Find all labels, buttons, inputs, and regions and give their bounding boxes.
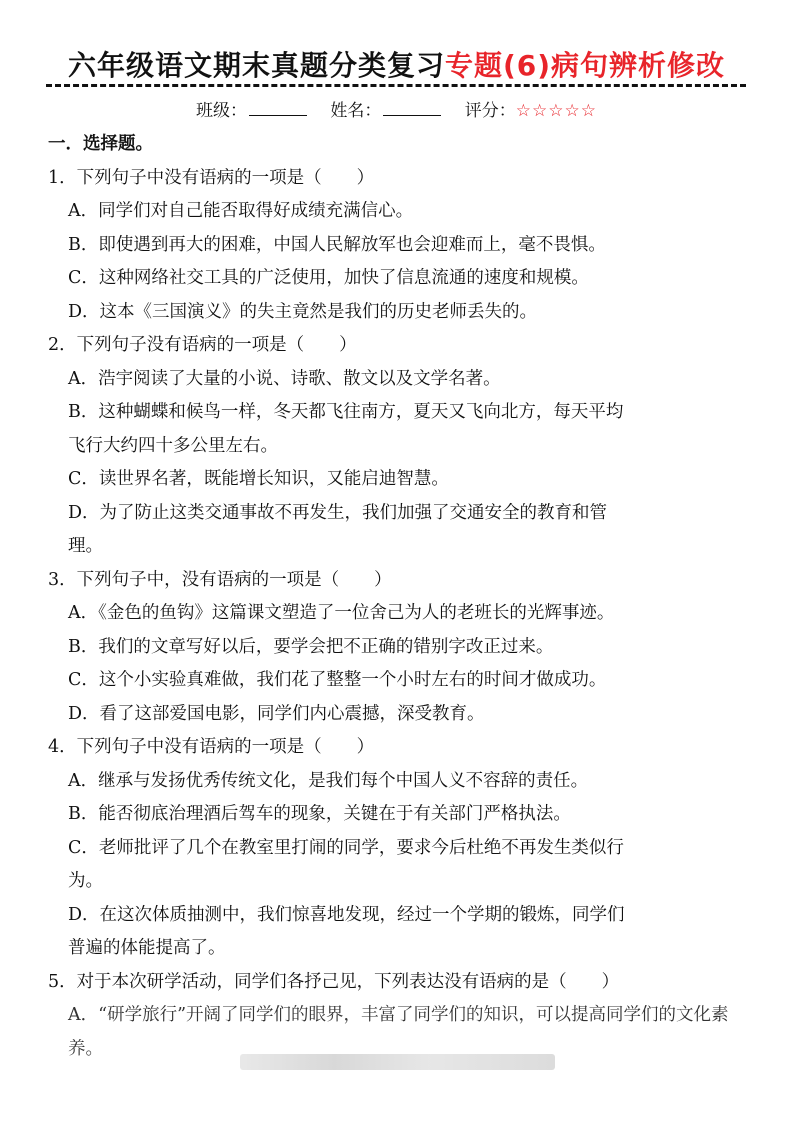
- score-label: 评分：: [464, 101, 516, 121]
- q2-option-c: C．读世界名著，既能增长知识，又能启迪智慧。: [68, 469, 449, 489]
- q3-option-b: B．我们的文章写好以后，要学会把不正确的错别字改正过来。: [68, 636, 554, 657]
- title-main: 六年级语文期末真题分类复习: [67, 49, 445, 82]
- blurred-watermark: [240, 1054, 555, 1070]
- q1-option-c: C．这种网络社交工具的广泛使用，加快了信息流通的速度和规模。: [68, 268, 589, 288]
- title-topic: 专题(6)病句辨析修改: [444, 49, 726, 82]
- q4-option-d-cont: 普遍的体能提高了。: [68, 938, 226, 958]
- name-blank: [383, 101, 441, 116]
- q5-option-a-cutoff: [48, 999, 748, 1059]
- q3-option-d: D．看了这部爱国电影，同学们内心震撼，深受教育。: [68, 703, 485, 724]
- q1-option-b: B．即使遇到再大的困难，中国人民解放军也会迎难而上，毫不畏惧。: [68, 234, 606, 255]
- q2-option-d: D．为了防止这类交通事故不再发生，我们加强了交通安全的教育和管: [68, 502, 608, 523]
- q4-option-c-cont: 为。: [68, 871, 103, 891]
- q3-option-c: C．这个小实验真难做，我们花了整整一个小时左右的时间才做成功。: [68, 670, 607, 690]
- question-3-stem: 3．下列句子中，没有语病的一项是（ ）: [48, 569, 392, 590]
- question-1-stem: 1．下列句子中没有语病的一项是（ ）: [48, 167, 375, 188]
- class-blank: [249, 101, 307, 116]
- q2-option-a: A．浩宇阅读了大量的小说、诗歌、散文以及文学名著。: [68, 368, 501, 389]
- q5-option-a: A．“研学旅行”开阔了同学们的眼界，丰富了同学们的知识，可以提高同学们的文化素养。: [68, 1005, 729, 1059]
- q1-option-d: D．这本《三国演义》的失主竟然是我们的历史老师丢失的。: [68, 301, 538, 322]
- question-list: [48, 128, 748, 1059]
- question-4-stem: 4．下列句子中没有语病的一项是（ ）: [48, 737, 375, 757]
- class-label: 班级：: [195, 101, 247, 121]
- title-divider: [46, 84, 746, 87]
- q4-option-d: D．在这次体质抽测中，我们惊喜地发现，经过一个学期的锻炼，同学们: [68, 904, 625, 925]
- page-title: [0, 44, 793, 84]
- question-5-stem: 5．对于本次研学活动，同学们各抒己见，下列表达没有语病的是（ ）: [48, 971, 620, 992]
- q3-option-a: A．《金色的鱼钩》这篇课文塑造了一位舍己为人的老班长的光辉事迹。: [68, 603, 615, 623]
- q4-option-a: A．继承与发扬优秀传统文化，是我们每个中国人义不容辞的责任。: [68, 770, 589, 791]
- q4-option-b: B．能否彻底治理酒后驾车的现象，关键在于有关部门严格执法。: [68, 804, 571, 824]
- score-stars: ☆☆☆☆☆: [515, 101, 597, 121]
- name-label: 姓名：: [330, 101, 382, 121]
- q2-option-b-cont: 飞行大约四十多公里左右。: [68, 435, 278, 456]
- q2-option-d-cont: 理。: [68, 536, 103, 556]
- q2-option-b: B．这种蝴蝶和候鸟一样，冬天都飞往南方，夏天又飞向北方，每天平均: [68, 402, 624, 422]
- q4-option-c: C．老师批评了几个在教室里打闹的同学，要求今后杜绝不再发生类似行: [68, 837, 624, 858]
- question-2-stem: 2．下列句子没有语病的一项是（ ）: [48, 335, 357, 355]
- section-heading: 一．选择题。: [48, 134, 153, 154]
- q1-option-a: A．同学们对自己能否取得好成绩充满信心。: [68, 201, 414, 221]
- student-info-row: [0, 96, 793, 121]
